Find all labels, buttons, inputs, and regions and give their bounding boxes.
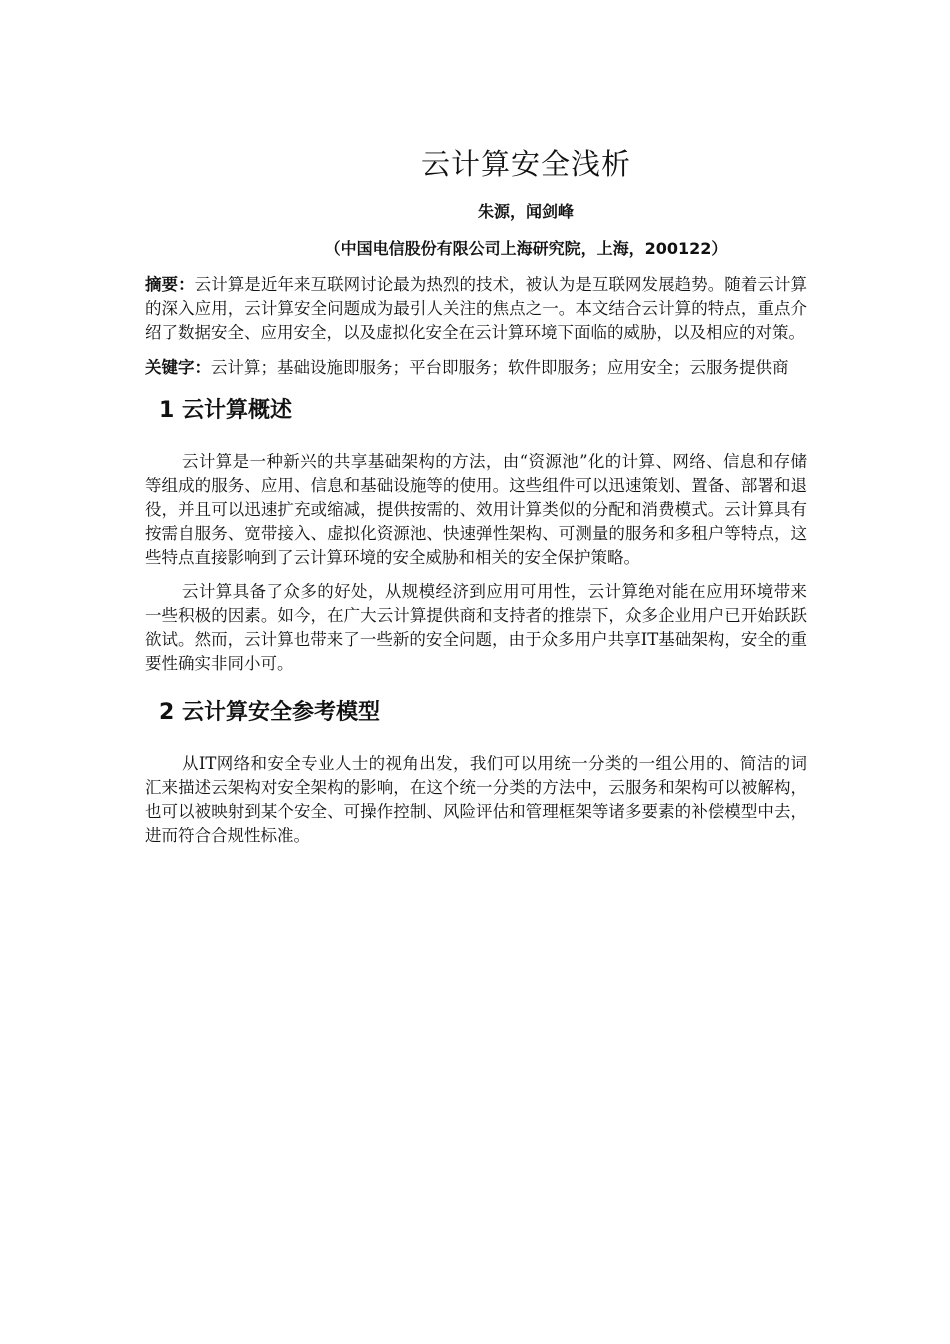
paper-content (145, 142, 807, 858)
keywords (145, 356, 807, 380)
section-1-paragraph-2: 云计算具备了众多的好处，从规模经济到应用可用性，云计算绝对能在应用环境带来一些积极的因素。如今，在广大云计算提供商和支持者的推崇下，众多企业用户已开始跃跃欲试。然而，云计算也带来了一些新的安全问题，由于众多用户共享IT基础架构，安全的重要性确实非同小可。 (145, 582, 807, 673)
section-heading-2: 2 云计算安全参考模型 (159, 700, 380, 725)
abstract (145, 273, 807, 345)
abstract-label: 摘要： (145, 275, 195, 294)
paper-affiliation: （中国电信股份有限公司上海研究院，上海，200122） (324, 239, 728, 258)
paper-title: 云计算安全浅析 (420, 147, 631, 181)
abstract-text: 云计算是近年来互联网讨论最为热烈的技术，被认为是互联网发展趋势。随着云计算的深入应用，云计算安全问题成为最引人关注的焦点之一。本文结合云计算的特点，重点介绍了数据安全、应用安全，以及虚拟化安全在云计算环境下面临的威胁，以及相应的对策。 (145, 275, 808, 342)
paper-authors: 朱源，闻剑峰 (477, 202, 574, 221)
section-2-paragraph-1: 从IT网络和安全专业人士的视角出发，我们可以用统一分类的一组公用的、简洁的词汇来描述云架构对安全架构的影响，在这个统一分类的方法中，云服务和架构可以被解构，也可以被映射到某个安全、可操作控制、风险评估和管理框架等诸多要素的补偿模型中去，进而符合合规性标准。 (145, 754, 807, 845)
keywords-text: 云计算；基础设施即服务；平台即服务；软件即服务；应用安全；云服务提供商 (211, 358, 789, 377)
keywords-label: 关键字： (145, 358, 211, 377)
section-1-paragraph-1: 云计算是一种新兴的共享基础架构的方法，由“资源池”化的计算、网络、信息和存储等组成的服务、应用、信息和基础设施等的使用。这些组件可以迅速策划、置备、部署和退役，并且可以迅速扩充或缩减，提供按需的、效用计算类似的分配和消费模式。云计算具有按需自服务、宽带接入、虚拟化资源池、快速弹性架构、可测量的服务和多租户等特点，这些特点直接影响到了云计算环境的安全威胁和相关的安全保护策略。 (145, 452, 807, 567)
section-heading-1: 1 云计算概述 (159, 398, 292, 423)
